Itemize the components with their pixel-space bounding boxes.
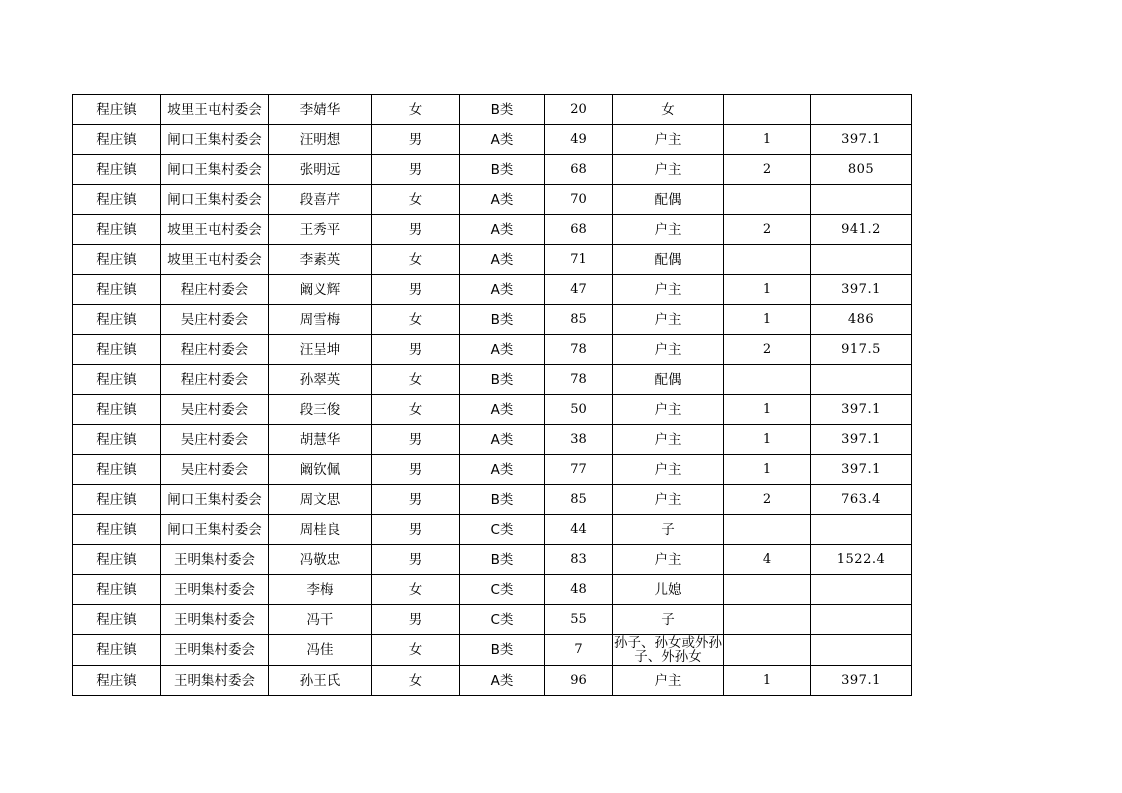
cell-count: 1	[724, 666, 811, 696]
cell-name: 周桂良	[269, 515, 372, 545]
cell-town: 程庄镇	[73, 425, 161, 455]
cell-age: 48	[545, 575, 613, 605]
cell-village: 程庄村委会	[161, 365, 269, 395]
cell-category: A类	[460, 125, 545, 155]
cell-count	[724, 515, 811, 545]
table-row	[73, 635, 912, 666]
cell-age: 20	[545, 95, 613, 125]
cell-amount: 486	[811, 305, 912, 335]
cell-village: 吴庄村委会	[161, 425, 269, 455]
cell-town: 程庄镇	[73, 305, 161, 335]
cell-amount	[811, 605, 912, 635]
cell-village: 王明集村委会	[161, 545, 269, 575]
cell-age: 77	[545, 455, 613, 485]
cell-relation: 户主	[613, 395, 724, 425]
cell-age: 78	[545, 335, 613, 365]
cell-gender: 男	[372, 455, 460, 485]
cell-amount	[811, 515, 912, 545]
cell-relation: 儿媳	[613, 575, 724, 605]
cell-count	[724, 635, 811, 666]
cell-category: A类	[460, 666, 545, 696]
cell-count	[724, 245, 811, 275]
cell-age: 38	[545, 425, 613, 455]
table-row	[73, 125, 912, 155]
cell-amount: 397.1	[811, 455, 912, 485]
cell-relation: 户主	[613, 215, 724, 245]
cell-gender: 女	[372, 575, 460, 605]
cell-age: 7	[545, 635, 613, 666]
cell-age: 78	[545, 365, 613, 395]
cell-village: 闸口王集村委会	[161, 125, 269, 155]
cell-category: A类	[460, 455, 545, 485]
cell-relation: 孙子、孙女或外孙子、外孙女	[614, 635, 722, 665]
cell-village: 王明集村委会	[161, 575, 269, 605]
table-row	[73, 365, 912, 395]
cell-relation: 户主	[613, 666, 724, 696]
table-row	[73, 305, 912, 335]
table-row	[73, 666, 912, 696]
cell-village: 坡里王屯村委会	[161, 245, 269, 275]
table-row	[73, 185, 912, 215]
cell-category: A类	[460, 185, 545, 215]
cell-name: 王秀平	[269, 215, 372, 245]
cell-amount: 397.1	[811, 275, 912, 305]
cell-category: A类	[460, 215, 545, 245]
cell-gender: 女	[372, 365, 460, 395]
cell-age: 83	[545, 545, 613, 575]
table-row	[73, 275, 912, 305]
cell-amount: 397.1	[811, 395, 912, 425]
cell-town: 程庄镇	[73, 455, 161, 485]
table-row	[73, 425, 912, 455]
cell-age: 68	[545, 215, 613, 245]
cell-relation: 户主	[613, 455, 724, 485]
cell-village: 吴庄村委会	[161, 395, 269, 425]
cell-village: 程庄村委会	[161, 335, 269, 365]
cell-gender: 男	[372, 155, 460, 185]
cell-relation: 子	[613, 515, 724, 545]
cell-town: 程庄镇	[73, 95, 161, 125]
cell-name: 冯佳	[269, 635, 372, 666]
cell-name: 冯干	[269, 605, 372, 635]
cell-gender: 女	[372, 185, 460, 215]
cell-town: 程庄镇	[73, 635, 161, 666]
cell-village: 闸口王集村委会	[161, 155, 269, 185]
cell-amount	[811, 575, 912, 605]
cell-name: 孙翠英	[269, 365, 372, 395]
cell-village: 吴庄村委会	[161, 455, 269, 485]
cell-amount: 917.5	[811, 335, 912, 365]
cell-count: 4	[724, 545, 811, 575]
data-table	[72, 94, 912, 696]
cell-gender: 女	[372, 95, 460, 125]
cell-category: A类	[460, 275, 545, 305]
cell-name: 周文思	[269, 485, 372, 515]
cell-town: 程庄镇	[73, 125, 161, 155]
cell-village: 闸口王集村委会	[161, 515, 269, 545]
cell-count	[724, 95, 811, 125]
cell-category: B类	[460, 155, 545, 185]
cell-count: 1	[724, 395, 811, 425]
cell-gender: 男	[372, 335, 460, 365]
cell-village: 吴庄村委会	[161, 305, 269, 335]
cell-name: 张明远	[269, 155, 372, 185]
cell-gender: 男	[372, 215, 460, 245]
cell-amount: 397.1	[811, 425, 912, 455]
cell-category: C类	[460, 515, 545, 545]
cell-category: B类	[460, 545, 545, 575]
cell-count: 2	[724, 335, 811, 365]
cell-village: 坡里王屯村委会	[161, 95, 269, 125]
cell-relation: 女	[613, 95, 724, 125]
cell-name: 胡慧华	[269, 425, 372, 455]
cell-age: 49	[545, 125, 613, 155]
table-row	[73, 245, 912, 275]
cell-name: 段喜芹	[269, 185, 372, 215]
cell-relation: 户主	[613, 155, 724, 185]
cell-relation: 户主	[613, 335, 724, 365]
cell-town: 程庄镇	[73, 575, 161, 605]
cell-category: A类	[460, 425, 545, 455]
cell-gender: 女	[372, 635, 460, 666]
cell-gender: 男	[372, 275, 460, 305]
cell-amount: 763.4	[811, 485, 912, 515]
cell-relation: 户主	[613, 485, 724, 515]
table-row	[73, 545, 912, 575]
cell-town: 程庄镇	[73, 185, 161, 215]
table-row	[73, 395, 912, 425]
cell-gender: 女	[372, 305, 460, 335]
cell-relation: 户主	[613, 305, 724, 335]
cell-village: 坡里王屯村委会	[161, 215, 269, 245]
cell-village: 王明集村委会	[161, 605, 269, 635]
cell-town: 程庄镇	[73, 155, 161, 185]
table-row	[73, 455, 912, 485]
cell-gender: 男	[372, 605, 460, 635]
cell-category: A类	[460, 395, 545, 425]
cell-name: 汪明想	[269, 125, 372, 155]
cell-amount: 397.1	[811, 666, 912, 696]
cell-gender: 男	[372, 125, 460, 155]
cell-relation: 户主	[613, 545, 724, 575]
cell-age: 44	[545, 515, 613, 545]
cell-name: 汪呈坤	[269, 335, 372, 365]
cell-town: 程庄镇	[73, 395, 161, 425]
cell-age: 71	[545, 245, 613, 275]
cell-category: A类	[460, 245, 545, 275]
cell-category: B类	[460, 485, 545, 515]
cell-amount	[811, 635, 912, 666]
cell-amount	[811, 245, 912, 275]
cell-village: 闸口王集村委会	[161, 485, 269, 515]
cell-category: A类	[460, 335, 545, 365]
cell-name: 冯敬忠	[269, 545, 372, 575]
cell-name: 李婧华	[269, 95, 372, 125]
cell-age: 96	[545, 666, 613, 696]
cell-village: 闸口王集村委会	[161, 185, 269, 215]
cell-name: 阚钦佩	[269, 455, 372, 485]
cell-count	[724, 575, 811, 605]
cell-amount: 805	[811, 155, 912, 185]
cell-count: 1	[724, 305, 811, 335]
table-body	[73, 95, 912, 696]
cell-town: 程庄镇	[73, 485, 161, 515]
cell-age: 85	[545, 485, 613, 515]
cell-town: 程庄镇	[73, 365, 161, 395]
cell-amount	[811, 365, 912, 395]
cell-age: 85	[545, 305, 613, 335]
cell-count	[724, 605, 811, 635]
cell-relation: 配偶	[613, 185, 724, 215]
cell-town: 程庄镇	[73, 666, 161, 696]
cell-amount: 397.1	[811, 125, 912, 155]
cell-category: B类	[460, 365, 545, 395]
table-row	[73, 485, 912, 515]
cell-name: 李素英	[269, 245, 372, 275]
cell-age: 68	[545, 155, 613, 185]
table-row	[73, 95, 912, 125]
cell-category: C类	[460, 605, 545, 635]
cell-category: B类	[460, 305, 545, 335]
cell-relation: 户主	[613, 425, 724, 455]
cell-gender: 女	[372, 666, 460, 696]
cell-gender: 男	[372, 485, 460, 515]
cell-name: 周雪梅	[269, 305, 372, 335]
cell-gender: 女	[372, 395, 460, 425]
cell-age: 70	[545, 185, 613, 215]
cell-count: 2	[724, 215, 811, 245]
cell-town: 程庄镇	[73, 605, 161, 635]
cell-amount: 1522.4	[811, 545, 912, 575]
cell-count: 2	[724, 485, 811, 515]
cell-town: 程庄镇	[73, 515, 161, 545]
cell-amount: 941.2	[811, 215, 912, 245]
cell-count	[724, 185, 811, 215]
table-row	[73, 575, 912, 605]
cell-relation: 户主	[613, 275, 724, 305]
cell-town: 程庄镇	[73, 215, 161, 245]
cell-town: 程庄镇	[73, 275, 161, 305]
cell-count: 1	[724, 275, 811, 305]
cell-category: C类	[460, 575, 545, 605]
cell-amount	[811, 185, 912, 215]
cell-name: 阚义辉	[269, 275, 372, 305]
cell-gender: 男	[372, 545, 460, 575]
cell-count: 2	[724, 155, 811, 185]
cell-name: 李梅	[269, 575, 372, 605]
cell-age: 47	[545, 275, 613, 305]
cell-relation: 子	[613, 605, 724, 635]
cell-name: 孙王氏	[269, 666, 372, 696]
cell-age: 50	[545, 395, 613, 425]
cell-count: 1	[724, 455, 811, 485]
cell-village: 程庄村委会	[161, 275, 269, 305]
cell-category: B类	[460, 635, 545, 666]
cell-name: 段三俊	[269, 395, 372, 425]
cell-town: 程庄镇	[73, 335, 161, 365]
table-row	[73, 155, 912, 185]
cell-count	[724, 365, 811, 395]
cell-gender: 男	[372, 515, 460, 545]
cell-relation: 配偶	[613, 365, 724, 395]
cell-count: 1	[724, 425, 811, 455]
table-row	[73, 215, 912, 245]
cell-amount	[811, 95, 912, 125]
cell-count: 1	[724, 125, 811, 155]
cell-town: 程庄镇	[73, 545, 161, 575]
cell-village: 王明集村委会	[161, 666, 269, 696]
table-row	[73, 335, 912, 365]
cell-age: 55	[545, 605, 613, 635]
cell-relation: 户主	[613, 125, 724, 155]
cell-village: 王明集村委会	[161, 635, 269, 666]
cell-relation: 配偶	[613, 245, 724, 275]
cell-gender: 女	[372, 245, 460, 275]
cell-town: 程庄镇	[73, 245, 161, 275]
cell-category: B类	[460, 95, 545, 125]
table-row	[73, 605, 912, 635]
table-row	[73, 515, 912, 545]
cell-gender: 男	[372, 425, 460, 455]
